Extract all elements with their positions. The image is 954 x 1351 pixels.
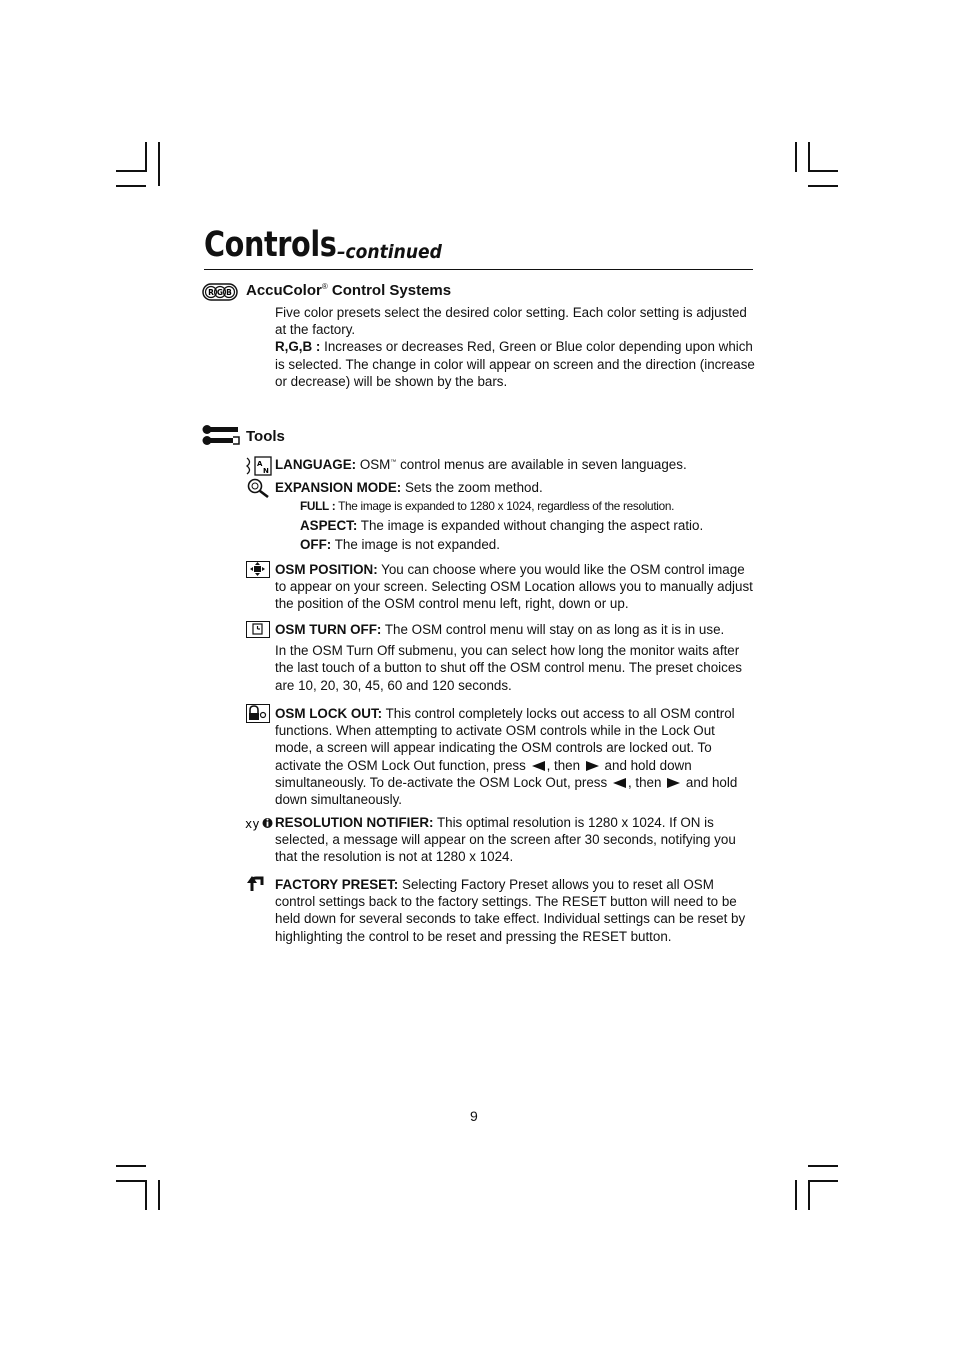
language-item: LANGUAGE: OSM™ control menus are available in seven languages.	[275, 457, 687, 472]
crop-mark	[158, 1180, 160, 1210]
expansion-mode-item: EXPANSION MODE: Sets the zoom method.	[275, 480, 543, 495]
osm-position-item: OSM POSITION: You can choose where you would like the OSM control image to appear on your screen. Selecting OSM Location allows you to manually adjust the position of the OSM control menu left, right, down or up.	[275, 562, 753, 612]
magnifier-icon	[246, 478, 272, 503]
crop-mark	[808, 1180, 838, 1182]
factory-preset-item: FACTORY PRESET: Selecting Factory Preset allows you to reset all OSM control settings back to the factory settings. The RESET button will need to be held down for several seconds to take effect. Individual settings can be reset by highlighting the control to be reset and pressing the RESET button.	[275, 877, 746, 944]
crop-mark	[116, 1180, 146, 1182]
osm-timer-icon	[246, 621, 270, 638]
svg-text:B: B	[226, 288, 232, 297]
right-arrow-icon	[667, 778, 680, 788]
expansion-full-option: FULL : The image is expanded to 1280 x 1024, regardless of the resolution.	[300, 499, 675, 513]
crop-mark	[808, 1180, 810, 1210]
osm-turn-off-item: OSM TURN OFF: The OSM control menu will stay on as long as it is in use. In the OSM Turn Off submenu, you can select how long the monitor waits after the last touch of a button to shut off the OSM control menu. The preset choices are 10, 20, 30, 45, 60 and 120 seconds.	[275, 622, 742, 693]
resolution-notifier-item: RESOLUTION NOTIFIER: This optimal resolution is 1280 x 1024. If ON is selected, a message will appear on the screen after 30 seconds, notifying you that the resolution is not at 1280 x 1024.	[275, 815, 736, 865]
svg-text:xy: xy	[245, 817, 260, 831]
rgb-icon	[202, 283, 238, 306]
accucolor-description: Five color presets select the desired color setting. Each color setting is adjusted at the factory. R,G,B : Increases or decreases Red, Green or Blue color depending upon which is selected. The change in color will appear on screen and the direction (increase or decrease) will be shown by the bars.	[275, 305, 755, 389]
crop-mark	[145, 142, 147, 172]
lock-icon	[246, 704, 270, 723]
osm-position-icon	[246, 561, 270, 578]
crop-mark	[808, 170, 838, 172]
crop-mark	[158, 142, 160, 186]
page-title: Controls	[204, 225, 337, 265]
svg-text:G: G	[216, 288, 224, 297]
crop-mark	[145, 1180, 147, 1210]
svg-text:N: N	[263, 467, 269, 475]
crop-mark	[116, 170, 146, 172]
left-arrow-icon	[532, 761, 545, 771]
svg-text:R: R	[208, 288, 214, 297]
expansion-aspect-option: ASPECT: The image is expanded without changing the aspect ratio.	[300, 518, 704, 533]
crop-mark	[795, 142, 797, 172]
crop-mark	[116, 1165, 146, 1167]
svg-text:A: A	[257, 460, 263, 468]
expansion-off-option: OFF: The image is not expanded.	[300, 537, 500, 552]
accucolor-heading: AccuColor® Control Systems	[246, 282, 452, 299]
osm-lock-out-item: OSM LOCK OUT: This control completely locks out access to all OSM control functions. When attempting to activate OSM controls while in the Lock Out mode, a screen will appear indicating the OSM controls are locked out. To activate the OSM Lock Out function, press , then and hold down simultaneously. To de-activate the OSM Lock Out, press , then and hold down simultaneously.	[275, 706, 738, 808]
reset-arrow-icon	[246, 875, 266, 898]
page-title-block	[204, 222, 753, 270]
crop-mark	[808, 142, 810, 172]
right-arrow-icon	[586, 761, 599, 771]
crop-mark	[795, 1180, 797, 1210]
crop-mark	[116, 185, 146, 187]
page-number: 9	[470, 1108, 478, 1124]
wrench-icon	[202, 425, 240, 452]
left-arrow-icon	[613, 778, 626, 788]
tools-heading: Tools	[246, 428, 285, 445]
crop-mark	[808, 1165, 838, 1167]
crop-mark	[808, 185, 838, 187]
resolution-info-icon	[245, 814, 273, 837]
page-subtitle: –continued	[337, 241, 442, 263]
